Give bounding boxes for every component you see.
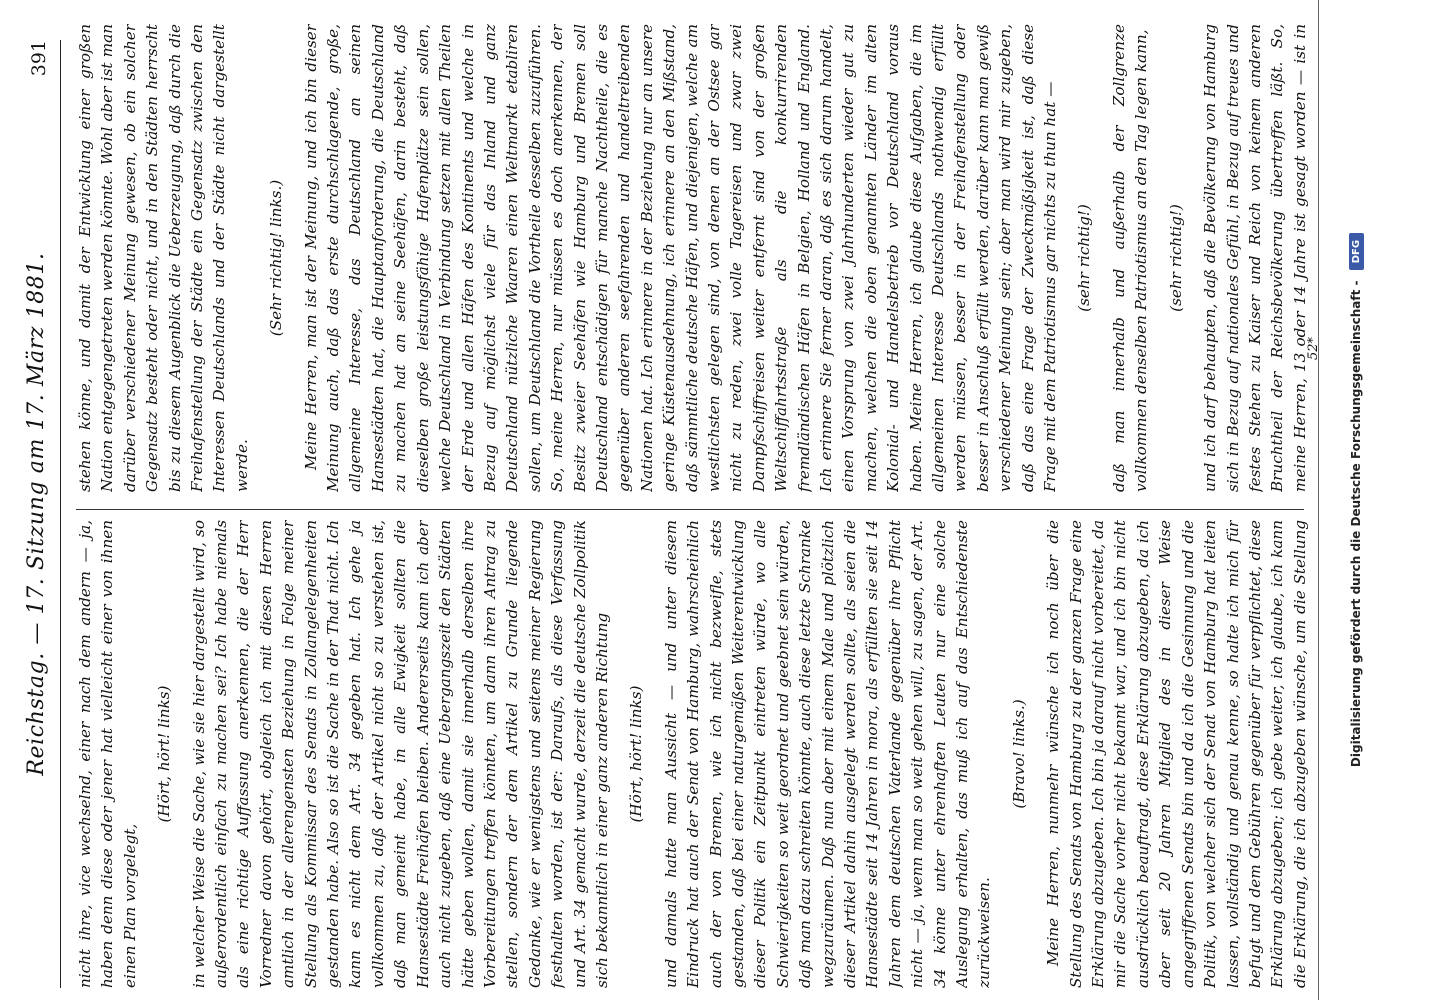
text-column-right [74, 24, 1310, 492]
paragraph: und ich darf behaupten, daß die Bevölkerung von Hamburg sich in Bezug auf nationales Gefühl, in Bezug auf treues und festes Stehen zu Kaiser und Reich von keinem anderen Bruchtheil der Reichsbevölkerung übertreffen läßt. So, meine Herren, 13 oder 14 Jahre ist gesagt worden — ist in [1201, 24, 1309, 492]
interjection: (sehr richtig!) [1075, 204, 1094, 312]
interjection: (Sehr richtig! links.) [267, 179, 286, 337]
page-footer [1318, 0, 1377, 1000]
column-divider [76, 509, 1304, 510]
paragraph: nicht ihre, vice wechselnd, einer nach dem andern — ja, haben denn diese oder jener hat vielleicht einer von ihnen einen Plan vorgelegt, [76, 520, 139, 988]
paragraph: und damals hatte man Aussicht — und unter diesem Eindruck hat auch der Senat von Hamburg, wahrscheinlich auch der von Bremen, wie ich nicht bezweifle, stets gestanden, daß bei einer naturgemäßen Weiterentwicklung dieser Politik ein Zeitpunkt eintreten würde, wo alle Schwierigkeiten so weit geordnet und geebnet sein würden, daß man dazu schreiten könnte, auch diese letzte Schranke wegzuräumen. Daß nun aber mit einem Male und plötzlich dieser Artikel dahin ausgelegt werden sollte, als seien die Hansestädte seit 14 Jahren in mora, als erfüllten sie seit 14 Jahren dem deutschen Vaterlande gegenüber ihre Pflicht nicht — ja, wenn man so weit gehen will, zu sagen, der Art. 34 könne unter ehrenhaften Leuten nur eine solche Auslegung erhalten, das muß ich auf das Entschiedenste zurückweisen. [661, 520, 994, 988]
paragraph: daß man innerhalb und außerhalb der Zollgrenze vollkommen denselben Patriotismus an den Tag legen kann, [1109, 24, 1151, 492]
page-header [20, 40, 61, 988]
running-title: Reichstag. — 17. Sitzung am 17. März 1881. [24, 252, 49, 776]
interjection: (Hört, hört! links) [155, 685, 174, 823]
interjection: (Bravo! links.) [1009, 699, 1028, 809]
text-column-left [74, 520, 1310, 988]
paragraph: stehen könne, und damit der Entwicklung einer großen Nation entgegengetreten werden könnte. Wohl aber ist man darüber verschiedener Meinung gewesen, ob ein solcher Gegensatz besteht oder nicht, und in den Städten herrscht bis zu diesem Augenblick die Ueberzeugung, daß durch die Freihafenstellung der Städte ein Gegensatz zwischen den Interessen Deutschlands und der Städte nicht dargestellt werde. [76, 24, 251, 492]
paragraph: in welcher Weise die Sache, wie sie hier dargestellt wird, so außerordentlich einfach zu machen sei? Ich habe niemals als eine richtige Auffassung anerkennen, die der Herr Vorredner davon gehört, obgleich ich mit diesen Herren amtlich in der allerengensten Beziehung in Folge meiner Stellung als Kommissar des Senats in Zollangelegenheiten gestanden habe. Also so ist die Sache in der That nicht. Ich kann es nicht dem Art. 34 gegeben hat. Ich gehe ja vollkommen zu, daß der Artikel nicht so zu verstehen ist, daß man gemeint habe, in alle Ewigkeit sollten die Hansestädte Freihäfen bleiben. Andererseits kann ich aber auch nicht zugeben, daß eine Uebergangszeit den Städten hätte geben wollen, damit sie innerhalb derselben ihre Vorbereitungen treffen könnten, um dann ihren Antrag zu stellen, sondern der dem Artikel zu Grunde liegende Gedanke, wie er wenigstens und seitens meiner Regierung festhalten worden, ist der: Daraufs, als diese Verfassung und Art. 34 gemacht wurde, derzeit die deutsche Zollpolitik sich bekanntlich in einer ganz anderen Richtung [189, 520, 611, 988]
page-number: 391 [28, 40, 50, 77]
interjection: (Hört, hört! links) [627, 685, 646, 823]
paragraph: Meine Herren, nunmehr wünsche ich noch über die Stellung des Senats von Hamburg zu der ganzen Frage eine Erklärung abzugeben. Ich bin ja darauf nicht vorbereitet, da mir die Sache vorher nicht bekannt war, und ich bin nicht ausdrücklich beauftragt, diese Erklärung abzugeben, da ich aber seit 20 Jahren Mitglied des in dieser Weise angegriffenen Senats bin und da ich die Gesinnung und die Politik, von welcher sich der Senat von Hamburg hat leiten lassen, vollständig und genau kenne, so halte ich mich für befugt und dem Gebühren gegenüber für verpflichtet, diese Erklärung abzugeben; ich gebe weiter, ich glaube, ich kann die Erklärung, die ich abzugeben wünsche, um die Stellung [1044, 520, 1309, 988]
paragraph: Meine Herren, man ist der Meinung, und ich bin dieser Meinung auch, daß das erste durchschlagende, große, allgemeine Interesse, das Deutschland an seinen Hansestädten hat, die Hauptanforderung, die Deutschland zu machen hat an seine Seehäfen, darin besteht, daß dieselben große leistungsfähige Hafenplätze sein sollen, welche Deutschland in Verbindung setzen mit allen Theilen der Erde und allen Häfen des Kontinents und welche in Bezug auf möglichst viele für das Inland und ganz Deutschland nützliche Waaren einen Weltmarkt etabliren sollen, um Deutschland die Vortheile desselben zuzuführen. So, meine Herren, nur müssen es doch anerkennen, der Besitz zweier Seehäfen wie Hamburg und Bremen soll Deutschland entschädigen für manche Nachtheile, die es gegenüber anderen seefahrenden und handeltreibenden Nationen hat. Ich erinnere in der Beziehung nur an unsere geringe Küstenausdehnung, ich erinnere an den Mißstand, daß sämmtliche deutsche Häfen, und diejenigen, welche am westlichsten gelegen sind, von denen an der Ostsee gar nicht zu reden, zwei volle Tagereisen und zwar zwei Dampfschiffreisen weiter entfernt sind von der großen Weltschiffahrtsstraße als die konkurrirenden fremdländischen Häfen in Belgien, Holland und England. Ich erinnere Sie ferner daran, daß es sich darum handelt, einen Vorsprung von zwei Jahrhunderten wieder gut zu machen, welchen die oben genannten Länder im alten Kolonial- und Handelsbetrieb vor Deutschland voraus haben. Meine Herren, ich glaube diese Aufgaben, die im allgemeinen Interesse Deutschlands nothwendig erfüllt werden müssen, besser in der Freihafenstellung oder besser in Anschluß erfüllt werden, darüber kann man gewiß verschiedener Meinung sein; aber man wird mir zugeben, daß das eine Frage der Zweckmäßigkeit ist, daß diese Frage mit dem Patriotismus gar nichts zu thun hat — [301, 24, 1060, 492]
dfg-logo: DFG [1349, 233, 1364, 270]
funding-notice [1349, 0, 1364, 1000]
funding-text: Digitalisierung gefördert durch die Deutsche Forschungsgemeinschaft - [1349, 280, 1363, 768]
signature-mark: 52* [1306, 336, 1321, 360]
interjection: (sehr richtig!) [1166, 204, 1185, 312]
